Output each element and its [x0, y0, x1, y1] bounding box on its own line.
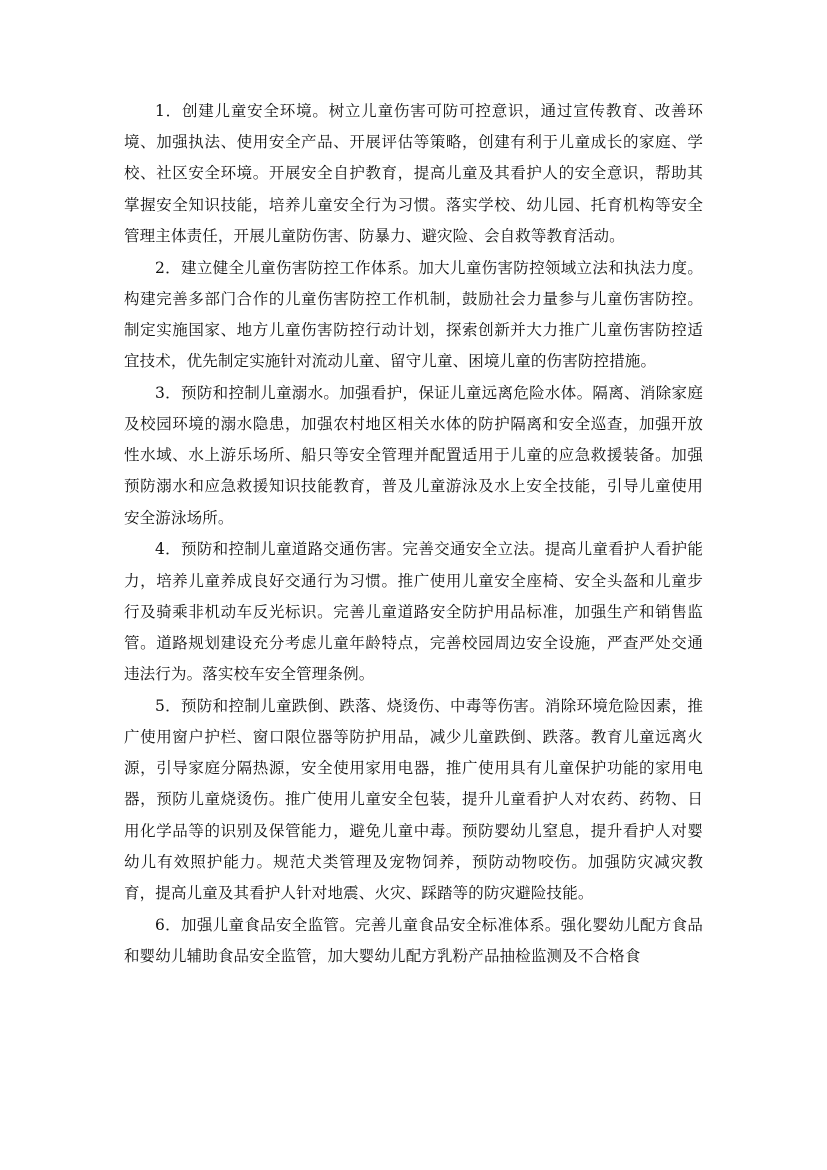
paragraph-5: 5．预防和控制儿童跌倒、跌落、烧烫伤、中毒等伤害。消除环境危险因素，推广使用窗户护栏、窗口限位器等防护用品，减少儿童跌倒、跌落。教育儿童远离火源，引导家庭分隔热源，安全使用家用电器，推广使用具有儿童保护功能的家用电器，预防儿童烧烫伤。推广使用儿童安全包装，提升儿童看护人对农药、药物、日用化学品等的识别及保管能力，避免儿童中毒。预防婴幼儿窒息，提升看护人对婴幼儿有效照护能力。规范犬类管理及宠物饲养，预防动物咬伤。加强防灾减灾教育，提高儿童及其看护人针对地震、火灾、踩踏等的防灾避险技能。: [124, 696, 703, 903]
paragraph-6: 6．加强儿童食品安全监管。完善儿童食品安全标准体系。强化婴幼儿配方食品和婴幼儿辅助食品安全监管，加大婴幼儿配方乳粉产品抽检监测及不合格食: [124, 915, 703, 965]
document-body: [124, 96, 703, 973]
paragraph-2: 2．建立健全儿童伤害防控工作体系。加大儿童伤害防控领域立法和执法力度。构建完善多部门合作的儿童伤害防控工作机制，鼓励社会力量参与儿童伤害防控。制定实施国家、地方儿童伤害防控行动计划，探索创新并大力推广儿童伤害防控适宜技术，优先制定实施针对流动儿童、留守儿童、困境儿童的伤害防控措施。: [124, 258, 703, 371]
paragraph-4: 4．预防和控制儿童道路交通伤害。完善交通安全立法。提高儿童看护人看护能力，培养儿童养成良好交通行为习惯。推广使用儿童安全座椅、安全头盔和儿童步行及骑乘非机动车反光标识。完善儿童道路安全防护用品标准，加强生产和销售监管。道路规划建设充分考虑儿童年龄特点，完善校园周边安全设施，严查严处交通违法行为。落实校车安全管理条例。: [124, 540, 703, 684]
paragraph-3: 3．预防和控制儿童溺水。加强看护，保证儿童远离危险水体。隔离、消除家庭及校园环境的溺水隐患，加强农村地区相关水体的防护隔离和安全巡查，加强开放性水域、水上游乐场所、船只等安全管理并配置适用于儿童的应急救援装备。加强预防溺水和应急救援知识技能教育，普及儿童游泳及水上安全技能，引导儿童使用安全游泳场所。: [124, 383, 703, 527]
paragraph-1: 1．创建儿童安全环境。树立儿童伤害可防可控意识，通过宣传教育、改善环境、加强执法、使用安全产品、开展评估等策略，创建有利于儿童成长的家庭、学校、社区安全环境。开展安全自护教育，提高儿童及其看护人的安全意识，帮助其掌握安全知识技能，培养儿童安全行为习惯。落实学校、幼儿园、托育机构等安全管理主体责任，开展儿童防伤害、防暴力、避灾险、会自救等教育活动。: [124, 102, 703, 245]
